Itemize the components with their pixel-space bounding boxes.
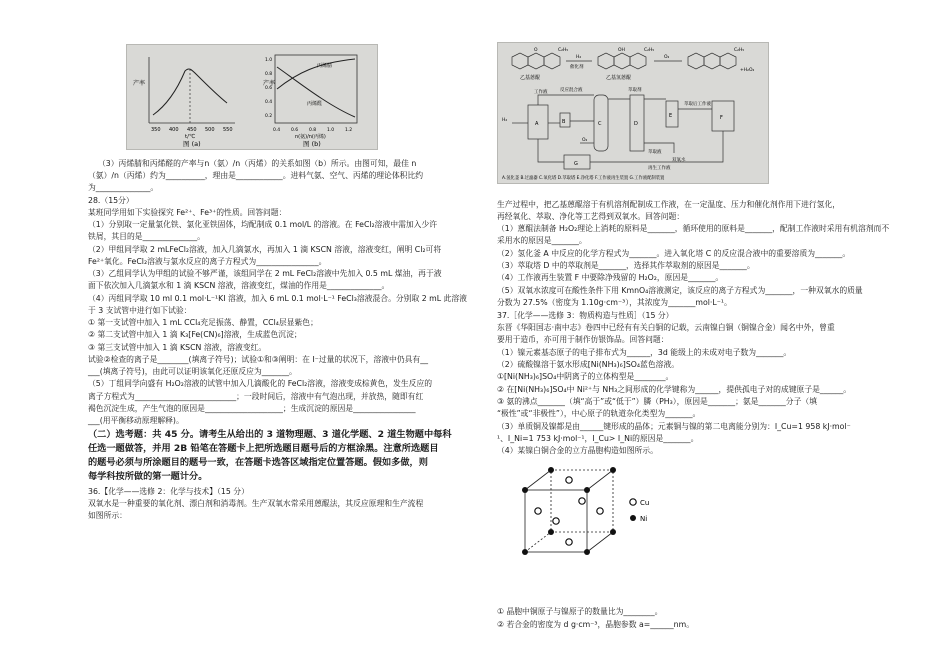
text-line: ② 在[Ni(NH₃)₆]SO₄中 Ni²⁺与 NH₃之间形成的化学键称为______，提供孤电子对的成键原子是______。 <box>497 385 852 394</box>
fig-b-ytick-4: 0.2 <box>265 114 273 119</box>
legend-cu: Cu <box>640 499 650 507</box>
o2-flow-label: O₂ <box>582 138 588 143</box>
text-line: 某班同学用如下实验探究 Fe²⁺、Fe³⁺的性质。回答问题： <box>88 208 287 217</box>
text-line: 再经氧化、萃取、净化等工艺得到双氧水。回答问题： <box>497 212 685 221</box>
text-line: （3）丙烯腈和丙烯醛的产率与n（氨）/n（丙烯）的关系如图（b）所示。由图可知，最佳 n <box>98 159 417 168</box>
text-line: （1）蒽醌法制备 H₂O₂理论上消耗的原料是_______，循环使用的原料是_______，配制工作液时采用有机溶剂而不 <box>497 224 890 233</box>
text-line: 试验②检查的离子是________(填离子符号)；试验①和③阐明：在 I⁻过量的状况下，溶液中仍具有__ <box>88 355 429 364</box>
text-line: 双氧水是一种重要的氧化剂、漂白剂和消毒剂。生产双氧水常采用蒽醌法，其反应原理和生产流程 <box>88 499 424 508</box>
text-line: （5）双氧水浓度可在酸性条件下用 KmnO₄溶液测定，该反应的离子方程式为_______，一种双氧水的质量 <box>497 286 863 295</box>
reaction-mix-label: 反应混合液 <box>560 88 583 93</box>
text-line: （4）丙组同学取 10 ml 0.1 mol·L⁻¹KI 溶液，加入 6 mL 0.1 mol·L⁻¹ FeCl₃溶液混合。分别取 2 mL 此溶液 <box>88 294 467 303</box>
text-line: 如图所示： <box>88 511 127 520</box>
product-label: +H₂O₂ <box>740 68 755 73</box>
text-line: （3）乙组同学认为甲组的试验不够严谨，该组同学在 2 mL FeCl₂溶液中先加入 0.5 mL 煤油，再于液 <box>88 269 442 278</box>
text-line: （4）某镍白铜合金的立方晶胞构造如图所示。 <box>497 446 658 455</box>
figure-anthraquinone-process <box>497 42 769 184</box>
text-line: （3）萃取塔 D 中的萃取剂是_______，选择其作萃取剂的原因是_______。 <box>497 261 755 270</box>
fig-a-tick-1: 400 <box>169 127 179 133</box>
fig-b-curve1: 丙烯腈 <box>317 63 333 69</box>
product-box-label: 双氧水 <box>672 158 686 163</box>
text-line: （1）镍元素基态原子的电子排布式为______，3d 能级上的未成对电子数为_______。 <box>497 348 792 357</box>
fig-b-tick-1: 0.6 <box>291 128 299 133</box>
text-line: （2）甲组同学取 2 mLFeCl₂溶液，加入几滴氯水，再加入 1 滴 KSCN 溶液，溶液变红，阐明 Cl₂可将 <box>88 245 442 254</box>
left-compound-label: 乙基蒽醌 <box>520 75 541 81</box>
extractant-label: 萃取剂 <box>628 88 642 93</box>
o2-label: O₂ <box>664 55 670 60</box>
reaction-scheme <box>512 47 755 81</box>
regen-label: 再生工作液 <box>648 166 671 171</box>
crystal-svg <box>511 460 661 586</box>
question-37-header: 37.［化学——选修 3：物质构造与性质］（15 分） <box>497 311 674 320</box>
figure-crystal-cell <box>511 460 661 586</box>
text-line: 要用于造币，亦可用于制作仿银饰品。回答问题： <box>497 335 669 344</box>
c2h5-label: C₂H₅ <box>734 48 745 53</box>
fig-a-caption: 图 (a) <box>183 140 201 148</box>
process-svg <box>498 43 768 183</box>
text-line: ② 若合金的密度为 d g·cm⁻³，晶胞参数 a=______nm。 <box>497 620 694 629</box>
fig-a-tick-3: 500 <box>205 127 215 133</box>
oh-label: OH <box>618 48 625 53</box>
fig-a-y-label: 产率 <box>133 80 146 87</box>
fig-b-tick-0: 0.4 <box>273 128 281 133</box>
flow-diagram <box>502 86 734 181</box>
question-36-header: 36.【化学——选修 2：化学与技术】（15 分） <box>88 487 249 496</box>
c2h5-label: C₂H₅ <box>644 48 655 53</box>
catalyst-label: 催化剂 <box>570 65 584 70</box>
text-line: （4）工作液再生装置 F 中要除净残留的 H₂O₂，原因是_______。 <box>497 273 724 282</box>
yield-charts-svg <box>127 45 377 149</box>
text-line: 东晋《华阳国志·南中志》卷四中已经有有关白铜的记载，云南镍白铜（铜镍合金）闻名中外，曾重 <box>497 323 835 332</box>
figure-b <box>263 55 357 148</box>
section-note-line: 每学科按所做的第一题计分。 <box>88 471 208 482</box>
text-line: （5）丁组同学向盛有 H₂O₂溶液的试管中加入几滴酸化的 FeCl₂溶液，溶液变成棕黄色，发生反应的 <box>88 379 433 388</box>
fig-b-ytick-1: 0.8 <box>265 72 273 77</box>
work-liquid-label: 工作液 <box>534 90 548 95</box>
text-line: 采用水的原因是_______。 <box>497 236 587 245</box>
raw-product-label: 萃取液 <box>648 150 662 155</box>
fig-b-ytick-2: 0.6 <box>265 86 273 91</box>
fig-b-curve2: 丙烯醛 <box>307 101 323 107</box>
fig-b-y-label: 产率 <box>263 80 276 87</box>
fig-b-ytick-0: 1.0 <box>265 58 273 63</box>
figure-yield-charts <box>126 44 378 150</box>
h2-flow-label: H₂ <box>502 118 508 123</box>
text-line: 褐色沉淀生成，产生气泡的原因是____________________；生成沉淀的原因是________________ <box>88 404 416 413</box>
text-line: ① 晶胞中铜原子与镍原子的数量比为________。 <box>497 607 663 616</box>
section-note-line: 的题号必须与所涂题目的题号一致，在答题卡选答区域指定位置答题。假如多做，则 <box>88 457 428 468</box>
text-line: （氨）/n（丙烯）约为__________，理由是____________。进料气氨、空气、丙烯的理论体积比约 <box>88 171 424 180</box>
fig-a-tick-2: 450 <box>187 127 197 133</box>
middle-compound-label: 乙基氢蒽醌 <box>606 75 632 81</box>
box-f: F <box>720 115 723 121</box>
text-line: ③ 氨的沸点_______（填“高于”或“低于”）膦（PH₃），原因是_______；氨是_______分子（填 <box>497 397 817 406</box>
text-line: ___(用平衡移动原理解释)。 <box>88 416 184 425</box>
o-label: O <box>534 48 538 53</box>
box-g: G <box>574 161 578 167</box>
text-line: 面下依次加入几滴氯水和 1 滴 KSCN 溶液，溶液变红，煤油的作用是______________。 <box>88 281 390 290</box>
fig-a-tick-0: 350 <box>151 127 161 133</box>
fig-b-tick-3: 1.0 <box>327 128 335 133</box>
fig-b-tick-4: 1.2 <box>345 128 353 133</box>
legend-ni: Ni <box>640 515 648 523</box>
text-line: （2）氢化釜 A 中反应的化学方程式为_______。进入氧化塔 C 的反应混合液中的重要溶质为_______。 <box>497 249 851 258</box>
fig-b-x-label: n(氨)/n(丙烯) <box>295 134 326 140</box>
text-line: ¹、I_Ni=1 753 kJ·mol⁻¹，I_Cu> I_Ni的原因是_______。 <box>497 434 699 443</box>
figure-a <box>133 57 235 148</box>
flow-legend: A.氢化釜 B.过滤器 C.氧化塔 D.萃取塔 E.净化塔 F.工作液再生装置 G.工作液配制装置 <box>502 176 665 181</box>
section-note-line: （二）选考题：共 45 分。请考生从给出的 3 道物理题、3 道化学题、2 道生物题中每科 <box>88 429 452 440</box>
text-line: 离子方程式为__________________________；一段时间后，溶液中有气泡出现，并放热，随即有红 <box>88 392 424 401</box>
fig-a-x-label: t/℃ <box>185 134 196 140</box>
text-line: （1）分别取一定量氯化铁、氯化亚铁固体，均配制成 0.1 mol/L 的溶液。在 FeCl₂溶液中需加入少许 <box>88 220 438 229</box>
box-d: D <box>634 121 638 127</box>
text-line: 于 3 支试管中进行如下试验： <box>88 306 192 315</box>
text-line: ___(填离子符号)，由此可以证明该氧化还原反应为_______。 <box>88 367 297 376</box>
box-b: B <box>562 119 566 125</box>
section-note-line: 任选一题做答，并用 2B 铅笔在答题卡上把所选题目题号后的方框涂黑。注意所选题目 <box>88 443 439 454</box>
box-c: C <box>598 121 602 127</box>
fig-b-tick-2: 0.8 <box>309 128 317 133</box>
text-line: （3）单质铜及镍都是由______键形成的晶体；元素铜与镍的第二电离能分别为：I_Cu=1 958 kJ·mol⁻ <box>497 422 851 431</box>
box-e: E <box>669 113 673 119</box>
fig-b-ytick-3: 0.4 <box>265 100 273 105</box>
text-line: 生产过程中，把乙基蒽醌溶于有机溶剂配制成工作液，在一定温度、压力和催化剂作用下进行氢化， <box>497 200 841 209</box>
text-line: 铁屑，其目的是______________。 <box>88 232 205 241</box>
text-line: 为______________。 <box>88 183 159 192</box>
question-28-header: 28.（15分） <box>88 196 134 205</box>
text-line: “极性”或“非极性”），中心原子的轨道杂化类型为_______。 <box>497 409 701 418</box>
fig-b-caption: 图 (b) <box>303 140 321 148</box>
after-extract-label: 萃取后工作液 <box>684 102 711 107</box>
fig-a-tick-4: 550 <box>223 127 233 133</box>
box-a: A <box>535 121 539 127</box>
text-line: ①[Ni(NH₃)₆]SO₄中阴离子的立体构型是________。 <box>497 372 674 381</box>
text-line: 分数为 27.5%（密度为 1.10g·cm⁻³），其浓度为_______mol·L⁻¹。 <box>497 298 732 307</box>
text-line: ② 第二支试管中加入 1 滴 K₃[Fe(CN)₆]溶液，生成蓝色沉淀； <box>88 330 302 339</box>
h2-label: H₂ <box>576 55 582 60</box>
text-line: ③ 第三支试管中加入 1 滴 KSCN 溶液，溶液变红。 <box>88 343 267 352</box>
c2h5-label: C₂H₅ <box>558 48 569 53</box>
text-line: ① 第一支试管中加入 1 mL CCl₄充足振荡、静置，CCl₄层显紫色； <box>88 318 318 327</box>
text-line: （2）硫酸镍溶于氨水形成[Ni(NH₃)₆]SO₄蓝色溶液。 <box>497 360 680 369</box>
text-line: Fe²⁺氧化。FeCl₂溶液与氯水反应的离子方程式为________________。 <box>88 257 327 266</box>
